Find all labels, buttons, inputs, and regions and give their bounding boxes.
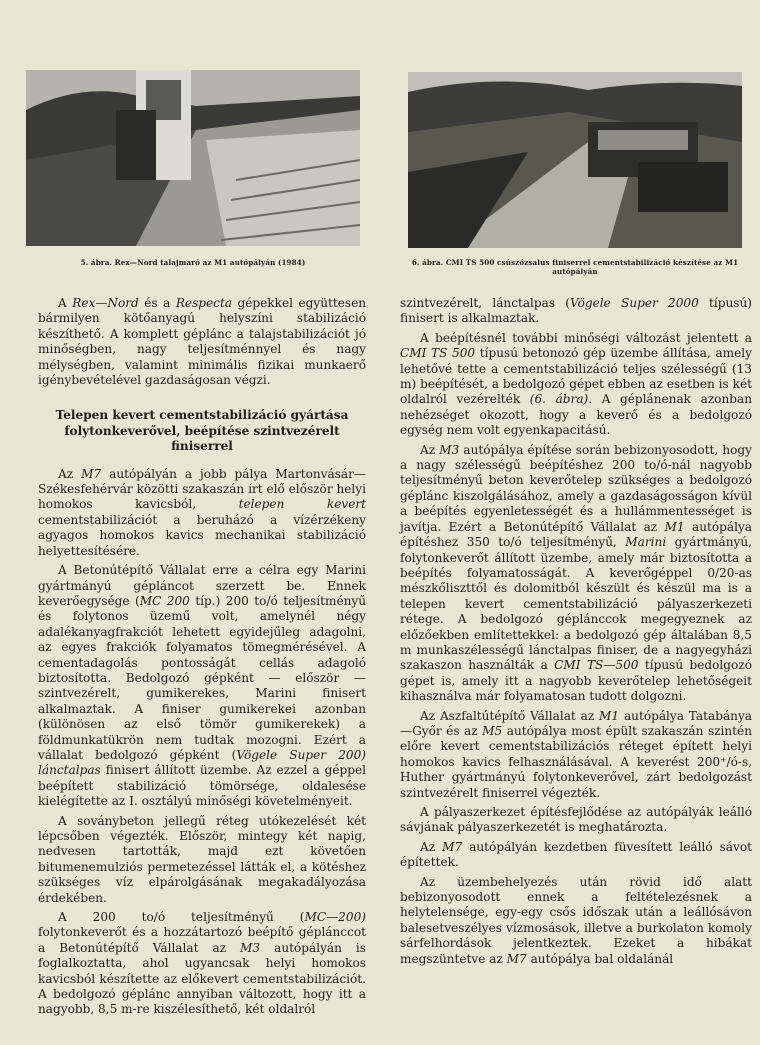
text-run: autópálya Tatabánya—Győr és az: [400, 708, 752, 738]
text-run: Az: [420, 442, 440, 457]
text-run: típusú bedolgozó gépet is, amely itt a nagyobb keverőtelep lehetőségeit kihasználva már folyamatosan tudott dolgozni.: [400, 658, 752, 704]
italic-text: M7: [506, 951, 527, 966]
text-run: A: [58, 296, 73, 310]
italic-text: MC 200: [139, 593, 190, 608]
figure-6-photo: [408, 72, 742, 248]
italic-text: CMI TS—500: [554, 658, 639, 673]
text-run: autópálya most épült szakaszán szintén előre kevert cementstabilizációs réteget épített helyi homokos kavics felhasználásával. A keverést 200⁺/ó-s, Huther gyártmányú folytonkeverővel, zárt bedolgozást szintvezérelt finiserrel végezték.: [400, 723, 752, 800]
paragraph: [38, 910, 366, 1018]
text-run: autópályán kezdetben füvesített leálló sávot építettek.: [400, 839, 752, 870]
text-run: A soványbeton jellegű réteg utókezelését két lépcsőben végezték. Először, mintegy két napig, nedvesen tartották, majd ezt követően bitumenemulziós permetezéssel látták el, a kötéshez szükséges víz elpárolgásának megakadályozása érdekében.: [38, 813, 366, 905]
text-run: A 200 to/ó teljesítményű (: [58, 910, 305, 925]
section-heading: Telepen kevert cementstabilizáció gyártása folytonkeverővel, beépítése szintvezérelt finiserrel: [55, 408, 349, 454]
text-run: Az: [420, 839, 443, 854]
paragraph: [400, 296, 752, 327]
italic-text: Rex—Nord: [72, 296, 139, 310]
left-column: [38, 296, 366, 1018]
paragraph: [38, 467, 366, 559]
text-run: szintvezérelt, lánctalpas (: [400, 296, 570, 310]
paragraph: [38, 296, 366, 388]
figure-6-caption: 6. ábra. CMI TS 500 csúszózsalus finiserrel cementstabilizáció készítése az M1 autópályán: [411, 258, 739, 276]
paragraph: [400, 805, 752, 836]
text-run: A Betonútépítő Vállalat erre a célra egy Marini gyártmányú gépláncot szerzett be. Ennek keverőegysége (: [38, 563, 366, 608]
text-run: A beépítésnél további minőségi változást jelentett a: [420, 330, 752, 345]
right-column: [400, 296, 752, 967]
italic-text: M1: [664, 519, 685, 534]
text-run: finisert állított üzembe. Az ezzel a géppel beépített stabilizáció tömörsége, oldalesése kielégítette az I. osztályú minőségi követelményeit.: [38, 763, 366, 809]
italic-text: telepen kevert: [238, 497, 366, 512]
italic-text: M5: [482, 723, 503, 738]
italic-text: M7: [81, 466, 102, 481]
text-run: . A géplánenak azonban nehézséget okozott, hogy a keverő és a bedolgozó egység nem volt egyenkapacitású.: [400, 392, 752, 438]
italic-text: M7: [442, 839, 463, 854]
text-run: Az: [58, 466, 82, 481]
paragraph: [400, 331, 752, 439]
figure-5-photo: [26, 70, 360, 246]
paragraph: [38, 563, 366, 810]
italic-text: M1: [599, 708, 620, 723]
paragraph: [400, 443, 752, 705]
paver-photo: [408, 72, 742, 248]
text-run: cementstabilizációt a beruházó a vízérzékeny agyagos homokos kavics mechanikai stabilizáció helyettesítésére.: [38, 512, 366, 558]
paragraph: [400, 875, 752, 967]
text-run: folytonkeverőt és a hozzátartozó beépítő géplánccot a Betonútépítő Vállalat az: [38, 925, 366, 955]
text-run: autópályán a jobb pálya Martonvásár—Székesfehérvár közötti szakaszán írt elő először helyi homokos kavicsból,: [38, 466, 366, 512]
italic-text: M3: [240, 940, 261, 955]
text-run: Az üzembehelyezés után rövid idő alatt bebizonyosodott ennek a feltételezésnek a helytelensége, egy-egy csős időszak után a leállósávon balesetveszélyes vízmosások, illetve a burkolaton komoly sárfelhordások jelentkeztek. Ezeket a hibákat megszüntetve az: [400, 874, 752, 966]
text-run: típusú betonozó gép üzembe állítása, amely lehetővé tette a cementstabilizáció teljes szélességű (13 m) beépítését, a bedolgozó gépet ebben az esetben is két oldalról vezérelték: [400, 346, 752, 407]
italic-text: (6. ábra): [529, 392, 589, 407]
text-run: autópálya építése során bebizonyosodott, hogy a nagy szélességű beépítéshez 200 to/ó-nál nagyobb teljesítményű beton keverőtelep szükséges a bedolgozó géplánc kiszolgálásához, amely a gazdaságosságon kívül a beépítés egyenletességét és a hullámmentességet is javítja. Ezért a Betonútépítő Vállalat az: [400, 442, 753, 534]
text-run: A pályaszerkezet építésfejlődése az autópályák leálló sávjának pályaszerkezetét is meghatározta.: [400, 805, 752, 835]
text-run: gyártmányú, folytonkeverőt állított üzembe, amely már biztosította a beépítés folyamatosságát. A keverőgéppel 0/20-as mészkőliszttől és dolomitból készült és készül ma is a telepen kevert cementstabilizáció pályaszerkezeti rétege. A bedolgozó géplánccok megegyeznek az előzőekben említettekkel: a bedolgozó gép általában 8,5 m munkaszélességű lánctalpas finiser, de a nagyegyházi szakaszon használták a: [400, 535, 753, 673]
text-run: típ.) 200 to/ó teljesítményű és folytonos üzemű volt, amelynél négy adalékanyagfrakciót lehetett egyidejűleg adagolni, az egyes frakciók folyamatos tömegmérésével. A cementadagolás pontosságát cellás adagoló biztosította. Bedolgozó gépként — először — szintvezérelt, gumikerekes, Marini finisert alkalmaztak. A finiser gumikerekei azonban (különösen az első tömör gumikerekek) a földmunkatükrön nem tudtak mozogni. Ezért a vállalat bedolgozó gépként (: [38, 593, 367, 762]
text-run: Az Aszfaltútépítő Vállalat az: [420, 708, 600, 723]
italic-text: M3: [439, 442, 460, 457]
italic-text: Vögele Super 200) lánctalpas: [38, 747, 366, 778]
text-run: autópályán is foglalkoztatta, ahol ugyancsak helyi homokos kavicsból készítette az előkevert cementstabilizációt. A bedolgozó géplánc annyiban változott, hogy itt a nagyobb, 8,5 m-re kiszélesíthető, két oldalról: [38, 940, 366, 1017]
text-run: autópálya építéshez 350 to/ó teljesítményű,: [400, 519, 752, 550]
text-run: típusú) finisert is alkalmaztak.: [400, 296, 752, 326]
italic-text: Respecta: [175, 296, 233, 310]
figure-5-caption: 5. ábra. Rex—Nord talajmaró az M1 autópályán (1984): [80, 258, 306, 267]
road-milling-photo: [26, 70, 360, 246]
italic-text: Marini: [625, 535, 667, 550]
italic-text: MC—200): [304, 910, 366, 925]
italic-text: Vögele Super 2000: [570, 296, 699, 310]
text-run: autópálya bal oldalánál: [526, 951, 674, 966]
paragraph: [38, 814, 366, 906]
paragraph: [400, 709, 752, 801]
text-run: és a: [138, 296, 176, 310]
text-run: gépekkel együttesen bármilyen kötőanyagú helyszíni stabilizáció készíthető. A komplett géplánc a talajstabilizációt jó minőségben, nagy teljesítménnyel és nagy mélységben, valamint minimális fizikai munkaerő igénybevételével gazdaságosan végzi.: [38, 296, 367, 388]
paragraph: [400, 840, 752, 871]
italic-text: CMI TS 500: [400, 346, 476, 361]
